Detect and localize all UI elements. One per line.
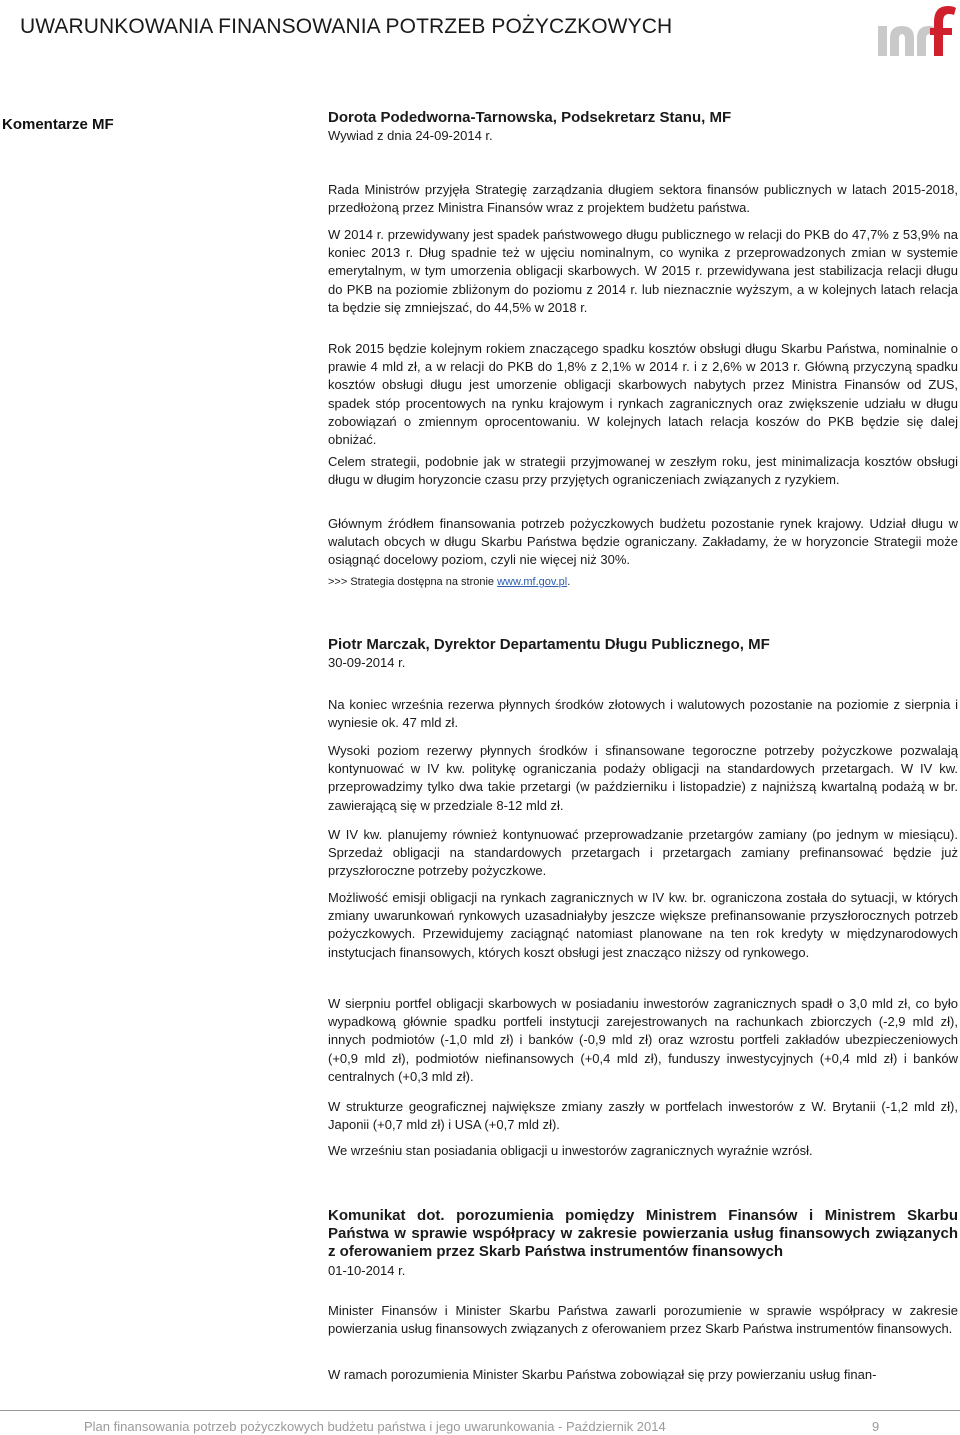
section-1-title: Dorota Podedworna-Tarnowska, Podsekretarz Stanu, MF	[328, 109, 732, 126]
section-2-p4	[328, 889, 958, 962]
section-3-header	[328, 1207, 958, 1280]
paragraph: Możliwość emisji obligacji na rynkach zagranicznych w IV kw. br. ograniczona została do sytuacji, w których zmiany uwarunkowań rynkowych uzasadniałyby jeszcze większe prefinansowanie przyszłorocznych potrzeb pożyczkowych. Przewidujemy zaciągnąć natomiast planowane na ten rok kredyty w międzynarodowych instytucjach finansowych, których koszt obsługi jest znacząco niższy od rynkowego.	[328, 890, 958, 960]
paragraph: Rada Ministrów przyjęła Strategię zarządzania długiem sektora finansów publicznych w latach 2015-2018, przedłożoną przez Ministra Finansów wraz z projektem budżetu państwa.	[328, 182, 958, 216]
paragraph: W ramach porozumienia Minister Skarbu Państwa zobowiązał się przy powierzaniu usług finan-	[328, 1367, 877, 1382]
section-3-p1	[328, 1302, 958, 1338]
paragraph: W sierpniu portfel obligacji skarbowych w posiadaniu inwestorów zagranicznych spadł o 3,0 mld zł, co było wypadkową głównie spadku portfeli instytucji zarejestrowanych na rachunkach zbiorczych (-2,9 mld zł), innych podmiotów (-1,0 mld zł) i banków (-0,9 mld zł) oraz wzrostu portfeli zakładów ubezpieczeniowych (+0,9 mld zł), podmiotów niefinansowych (+0,4 mld zł), funduszy inwestycyjnych (+0,4 mld zł) i banków centralnych (+0,3 mld zł).	[328, 996, 958, 1084]
section-2-title: Piotr Marczak, Dyrektor Departamentu Długu Publicznego, MF	[328, 636, 770, 653]
paragraph: Na koniec września rezerwa płynnych środków złotowych i walutowych pozostanie na poziomie z sierpnia i wyniesie ok. 47 mld zł.	[328, 697, 958, 731]
paragraph: Głównym źródłem finansowania potrzeb pożyczkowych budżetu pozostanie rynek krajowy. Udział długu w walutach obcych w długu Skarbu Państwa będzie ograniczany. Zakładamy, że w horyzoncie Strategii może osiągnąć docelowy poziom, czyli nie więcej niż 30%.	[328, 516, 958, 568]
strategy-note	[328, 573, 958, 591]
section-1-p3	[328, 340, 958, 449]
section-2-p5	[328, 995, 958, 1086]
section-3-title: Komunikat dot. porozumienia pomiędzy Ministrem Finansów i Ministrem Skarbu Państwa w sprawie współpracy w zakresie powierzania usług finansowych związanych z oferowaniem przez Skarb Państwa instrumentów finansowych	[328, 1207, 958, 1261]
section-1-p4	[328, 453, 958, 489]
note-prefix: >>> Strategia dostępna na stronie	[328, 576, 498, 588]
paragraph: Rok 2015 będzie kolejnym rokiem znaczącego spadku kosztów obsługi długu Skarbu Państwa, nominalnie o prawie 4 mld zł, a w relacji do PKB do 1,8% z 2,1% w 2014 r. i z 2,6% w 2013 r. Główną przyczyną spadku kosztów obsługi długu jest umorzenie obligacji skarbowych nabytych przez Ministra Finansów od ZUS, spadek stóp procentowych na rynku krajowym i rynkach zagranicznych oraz zwiększenie udziału w długu zobowiązań o zmiennym oprocentowaniu. W kolejnych latach relacja koszów do PKB będzie się dalej obniżać.	[328, 341, 958, 448]
paragraph: Wysoki poziom rezerwy płynnych środków i sfinansowane tegoroczne potrzeby pożyczkowe pozwalają kontynuować w IV kw. politykę ograniczania podaży obligacji na standardowych przetargach. W IV kw. przeprowadzimy tylko dwa takie przetargi (w październiku i listopadzie) z najniższą kwartalną podażą w br. zawierającą się w przedziale 8-12 mld zł.	[328, 743, 958, 813]
section-2-p7	[328, 1142, 958, 1160]
section-1-date-prefix: Wywiad z dnia	[328, 128, 416, 144]
page-number: 9	[872, 1419, 880, 1434]
mf-logo-icon	[876, 2, 960, 56]
section-2-p2	[328, 742, 958, 815]
paragraph: We wrześniu stan posiadania obligacji u inwestorów zagranicznych wyraźnie wzrósł.	[328, 1143, 813, 1158]
paragraph: W IV kw. planujemy również kontynuować przeprowadzanie przetargów zamiany (po jednym w miesiącu). Sprzedaż obligacji na standardowych przetargach i przetargach zamiany prefinansować będzie już przyszłoroczne potrzeby pożyczkowe.	[328, 827, 958, 879]
section-1-note	[328, 573, 958, 591]
section-3-p2	[328, 1366, 958, 1384]
section-2-p3	[328, 826, 958, 881]
paragraph: Celem strategii, podobnie jak w strategii przyjmowanej w zeszłym roku, jest minimalizacja kosztów obsługi długu w długim horyzoncie czasu przy przyjętych ograniczeniach związanych z ryzykiem.	[328, 454, 958, 488]
mf-website-link[interactable]: www.mf.gov.pl	[497, 576, 568, 588]
section-2-p6	[328, 1098, 958, 1134]
paragraph: W strukturze geograficznej największe zmiany zaszły w portfelach inwestorów z W. Brytanii (-1,2 mld zł), Japonii (+0,7 mld zł) i USA (+0,7 mld zł).	[328, 1099, 958, 1133]
paragraph: W 2014 r. przewidywany jest spadek państwowego długu publicznego w relacji do PKB do 47,7% z 53,9% na koniec 2013 r. Dług spadnie też w ujęciu nominalnym, co wynika z przeprowadzonych zmian w systemie emerytalnym, w tym umorzenia obligacji skarbowych. W 2015 r. przewidywana jest stabilizacja relacji długu do PKB na poziomie zbliżonym do poziomu z 2014 r. lub nieznacznie wyższym, a w kolejnych latach relacja ta będzie się zmniejszać, do 44,5% w 2018 r.	[328, 227, 958, 315]
sidebar-label: Komentarze MF	[2, 116, 114, 133]
section-1-header	[328, 109, 958, 145]
section-2-header	[328, 636, 958, 672]
section-1-date: 24-09-2014 r.	[415, 128, 493, 144]
paragraph: Minister Finansów i Minister Skarbu Państwa zawarli porozumienie w sprawie współpracy w zakresie powierzania usług finansowych związanych z oferowaniem przez Skarb Państwa instrumentów finansowych.	[328, 1303, 958, 1337]
section-3-date: 01-10-2014 r.	[328, 1262, 406, 1278]
footer-divider	[0, 1410, 960, 1411]
footer-text: Plan finansowania potrzeb pożyczkowych budżetu państwa i jego uwarunkowania - Październik 2014	[84, 1419, 666, 1434]
page-header-title: UWARUNKOWANIA FINANSOWANIA POTRZEB POŻYCZKOWYCH	[20, 15, 673, 38]
section-2-p1	[328, 696, 958, 732]
section-1-date-line	[328, 127, 958, 145]
section-1-p1	[328, 181, 958, 217]
note-suffix: .	[567, 576, 571, 588]
section-2-date: 30-09-2014 r.	[328, 655, 406, 671]
section-1-p2	[328, 226, 958, 317]
section-1-p5	[328, 515, 958, 570]
